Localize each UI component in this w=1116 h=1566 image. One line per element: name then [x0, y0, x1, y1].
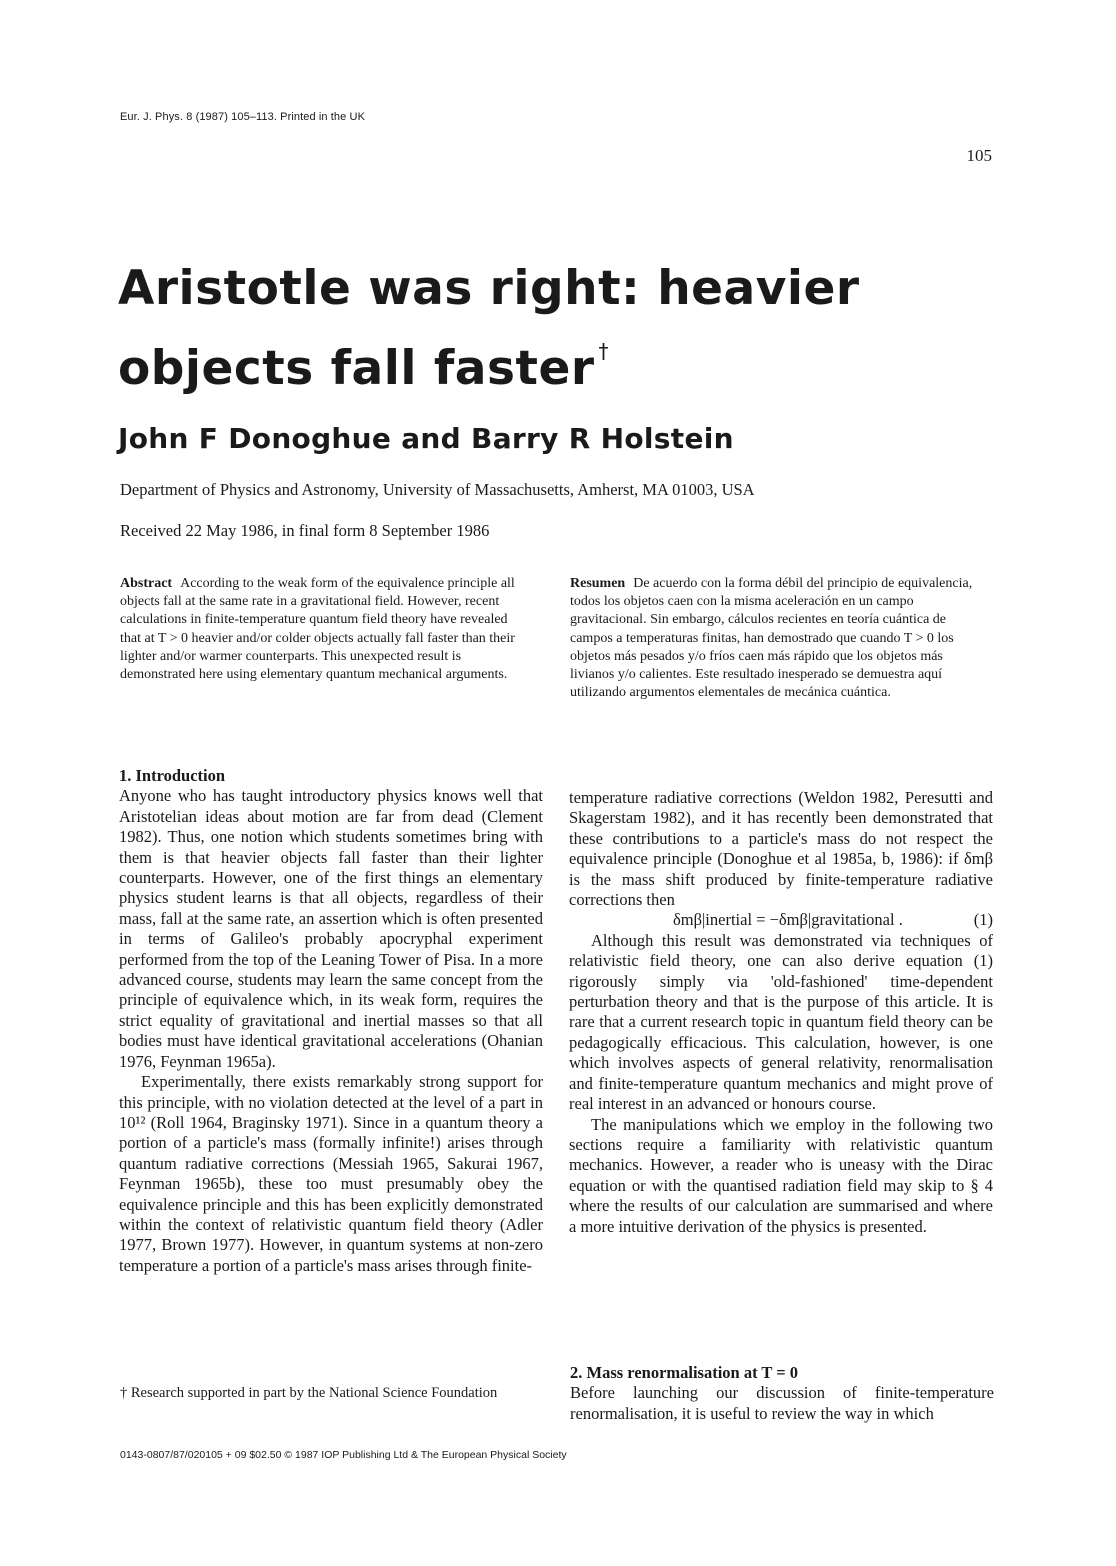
received-dates: Received 22 May 1986, in final form 8 September 1986 — [120, 521, 490, 540]
paragraph: Although this result was demonstrated via techniques of relativistic field theory, one can also derive equation (1) rigorously simply via 'old-fashioned' time-dependent perturbation theory and that is the purpose of this article. It is rare that a current research topic in quantum field theory can be pedagogically efficacious. This calculation, however, is one which involves aspects of general relativity, renormalisation and finite-temperature quantum mechanics and might prove of real interest in an advanced or honours course. — [569, 930, 993, 1114]
equation-body: δmβ|inertial = −δmβ|gravitational . — [673, 910, 903, 930]
section-2 — [570, 1363, 994, 1424]
affiliation: Department of Physics and Astronomy, University of Massachusetts, Amherst, MA 01003, USA — [120, 480, 755, 499]
paragraph: Experimentally, there exists remarkably strong support for this principle, with no violation detected at the level of a part in 10¹² (Roll 1964, Braginsky 1971). Since in a quantum theory a portion of a particle's mass (formally infinite!) arises through quantum radiative corrections (Messiah 1965, Sakurai 1967, Feynman 1965b), these too must presumably obey the equivalence principle and this has been explicitly demonstrated within the context of relativistic quantum field theory (Adler 1977, Brown 1977). However, in quantum systems at non-zero temperature a portion of a particle's mass arises through finite- — [119, 1072, 543, 1275]
footnote-mark: † — [598, 339, 609, 363]
equation-1 — [569, 910, 993, 930]
copyright-line: 0143-0807/87/020105 + 09 $02.50 © 1987 IOP Publishing Ltd & The European Physical Society — [120, 1449, 567, 1461]
article-title — [118, 258, 978, 400]
paragraph: temperature radiative corrections (Weldon 1982, Peresutti and Skagerstam 1982), and it has recently been demonstrated that these contributions to a particle's mass do not respect the equivalence principle (Donoghue et al 1985a, b, 1986): if δmβ is the mass shift produced by finite-temperature radiative corrections then — [569, 788, 993, 910]
resumen-label: Resumen — [570, 576, 626, 591]
column-right — [569, 788, 993, 1237]
resumen-text: De acuerdo con la forma débil del principio de equivalencia, todos los objetos caen con la misma aceleración en un campo gravitacional. Sin embargo, cálculos recientes en teoría cuántica de campos a temperaturas finitas, han demostrado que cuando T > 0 los objetos más pesados y/o fríos caen más rápido que los objetos más livianos y/o calientes. Este resultado inesperado se demuestra aquí utilizando argumentos elementales de mecánica cuántica. — [570, 576, 973, 701]
abstract-label: Abstract — [120, 576, 173, 591]
abstract-text: According to the weak form of the equivalence principle all objects fall at the same rate in a gravitational field. However, recent calculations in finite-temperature quantum field theory have revealed that at T > 0 heavier and/or colder objects actually fall faster than their lighter and/or warmer counterparts. This unexpected result is demonstrated here using elementary quantum mechanical arguments. — [120, 576, 515, 683]
paragraph: Anyone who has taught introductory physics knows well that Aristotelian ideas about motion are far from dead (Clement 1982). Thus, one notion which students sometimes bring with them is that heavier objects fall faster than their lighter counterparts. However, one of the first things an elementary physics student learns is that all objects, regardless of their mass, fall at the same rate, an assertion which is often presented in terms of Galileo's probably apocryphal experiment performed from the top of the Leaning Tower of Pisa. In a more advanced course, students may learn the same concept from the principle of equivalence which, in its weak form, requires the strict equality of gravitational and inertial masses so that all bodies must have identical gravitational accelerations (Ohanian 1976, Feynman 1965a). — [119, 786, 543, 1071]
paragraph: The manipulations which we employ in the following two sections require a familiarity with relativistic quantum mechanics. However, a reader who is uneasy with the Dirac equation or with the quantised radiation field may skip to § 4 where the results of our calculation are summarised and where a more intuitive derivation of the physics is presented. — [569, 1114, 993, 1236]
section-heading-mass-renormalisation: 2. Mass renormalisation at T = 0 — [570, 1363, 799, 1382]
authors: John F Donoghue and Barry R Holstein — [118, 422, 734, 455]
section-heading-introduction: 1. Introduction — [119, 766, 226, 785]
page-number: 105 — [966, 146, 992, 165]
abstract-spanish — [570, 575, 990, 702]
article-title-text: Aristotle was right: heavier objects fall faster — [118, 261, 860, 396]
paragraph: Before launching our discussion of finite-temperature renormalisation, it is useful to review the way in which — [570, 1383, 994, 1423]
footnote: † Research supported in part by the National Science Foundation — [120, 1385, 498, 1401]
abstract-english — [120, 575, 528, 684]
column-left — [119, 766, 543, 1276]
equation-number: (1) — [973, 910, 993, 930]
journal-citation: Eur. J. Phys. 8 (1987) 105–113. Printed in the UK — [120, 111, 366, 123]
